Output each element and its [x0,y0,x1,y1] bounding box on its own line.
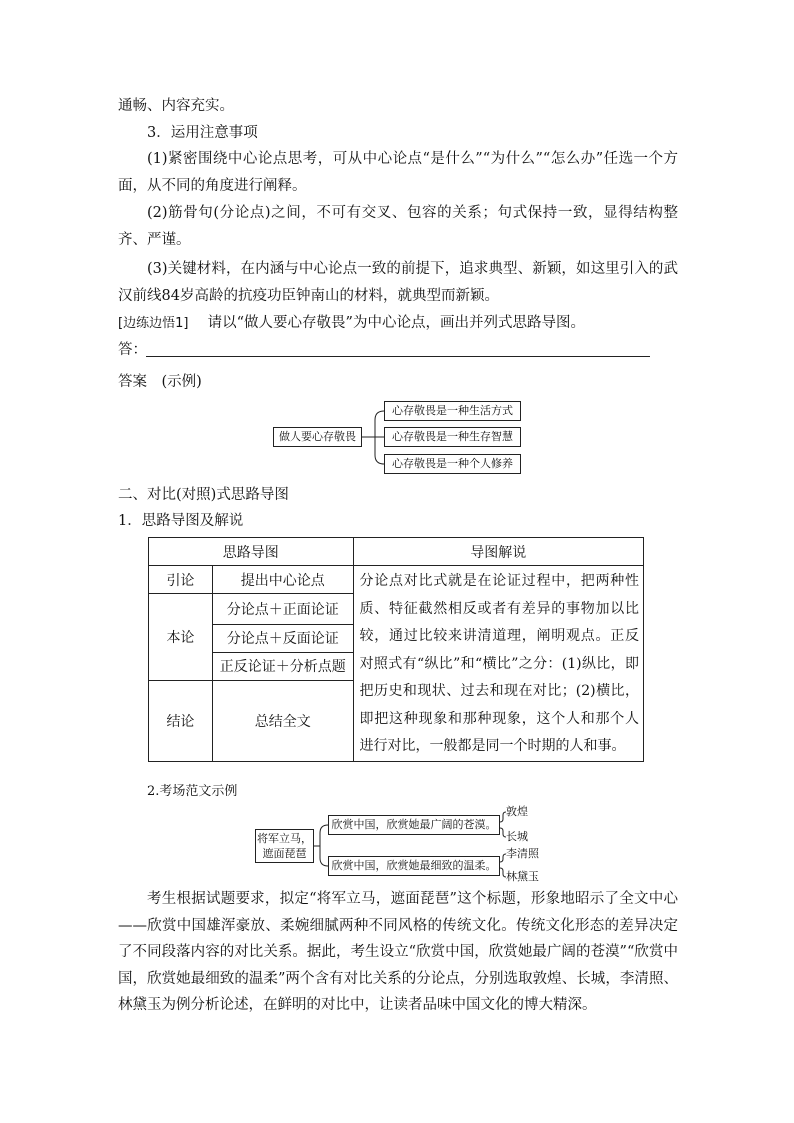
mindmap1-branch-1: 心存敬畏是一种生活方式 [384,401,521,421]
mindmap1-branch-2: 心存敬畏是一种生存智慧 [384,427,521,447]
row-body-label: 本论 [149,594,213,681]
mindmap-table [148,537,644,762]
note-item-2: (2)筋骨句(分论点)之间，不可有交叉、包容的关系；句式保持一致，显得结构整齐、严谨。 [118,205,678,248]
mindmap1-branch-3: 心存敬畏是一种个人修养 [384,454,521,474]
section2-sub1: 1．思路导图及解说 [118,513,244,529]
mindmap2-leaf-3: 李清照 [506,847,539,860]
row-intro-content: 提出中心论点 [212,566,353,594]
table-head-right: 导图解说 [353,538,643,566]
mindmap2-branch-1: 欣赏中国，欣赏她最广阔的苍漠。 [328,815,500,835]
row-end-content: 总结全文 [212,680,353,761]
mindmap2-leaf-1: 敦煌 [506,805,528,818]
section2-title: 二、对比(对照)式思路导图 [118,487,289,503]
heading-3: 3．运用注意事项 [147,125,258,141]
row-intro-label: 引论 [149,566,213,594]
section2-sub2: 2.考场范文示例 [147,784,238,799]
mindmap2-center-line1: 将军立马， [257,832,312,845]
mindmap1-center: 做人要心存敬畏 [273,427,362,447]
answer-label: 答： [118,342,147,358]
mindmap2-leaf-4: 林黛玉 [506,870,539,883]
row-body-item-3: 正反论证＋分析点题 [212,652,353,680]
analysis-paragraph: 考生根据试题要求，拟定“将军立马，遮面琵琶”这个标题，形象地昭示了全文中心——欣赏中国雄浑豪放、柔婉细腻两种不同风格的传统文化。传统文化形态的差异决定了不同段落内容的对比关系。据此，考生设立“欣赏中国，欣赏她最广阔的苍漠”“欣赏中国，欣赏她最细致的温柔”两个含有对比关系的分论点，分别选取敦煌、长城，李清照、林黛玉为例分析论述，在鲜明的对比中，让读者品味中国文化的博大精深。 [118,891,678,1014]
row-body-item-1: 分论点＋正面论证 [212,594,353,625]
mindmap2-leaf-2: 长城 [506,830,528,843]
exercise-prompt: 请以“做人要心存敬畏”为中心论点，画出并列式思路导图。 [207,315,585,331]
row-end-label: 结论 [149,680,213,761]
note-item-3: (3)关键材料，在内涵与中心论点一致的前提下，追求典型、新颖，如这里引入的武汉前线84岁高龄的抗疫功臣钟南山的材料，就典型而新颖。 [118,261,678,304]
mindmap2-center-line2: 遮面琵琶 [262,847,307,860]
mindmap2-branch-2: 欣赏中国，欣赏她最细致的温柔。 [328,856,500,876]
table-explanation: 分论点对比式就是在论证过程中，把两种性质、特征截然相反或者有差异的事物加以比较，通过比较来讲清道理，阐明观点。正反对照式有“纵比”和“横比”之分：(1)纵比，即把历史和现状、过去和现在对比；(2)横比，即把这种现象和那种现象，这个人和那个人进行对比，一般都是同一个时期的人和事。 [353,566,643,762]
continuation-text: 通畅、内容充实。 [118,98,234,114]
mindmap2-center [255,829,314,863]
answer-caption: 答案 (示例) [118,374,202,390]
note-item-1: (1)紧密围绕中心论点思考，可从中心论点“是什么”“为什么”“怎么办”任选一个方面，从不同的角度进行阐释。 [118,151,678,194]
row-body-item-2: 分论点＋反面论证 [212,624,353,652]
table-head-left: 思路导图 [149,538,354,566]
exercise-label: [边练边悟1] [118,316,189,331]
